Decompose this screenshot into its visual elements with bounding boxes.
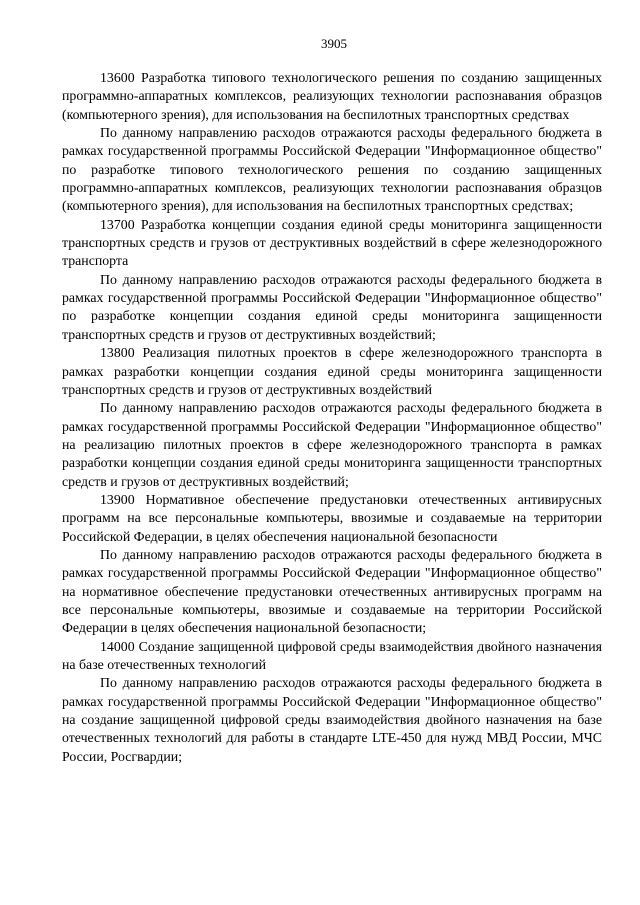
paragraph-13800-heading: 13800 Реализация пилотных проектов в сфере железнодорожного транспорта в рамках разработки концепции создания единой среды мониторинга защищенности транспортных средств и грузов от деструктивных воздействий xyxy=(62,345,602,397)
paragraph-13900-description: По данному направлению расходов отражаются расходы федерального бюджета в рамках государственной программы Российской Федерации "Информационное общество" на нормативное обеспечение предустановки отечественных антивирусных программ на все персональные компьютеры, ввозимые и создаваемые на территории Российской Федерации в целях обеспечения национальной безопасности; xyxy=(62,546,602,636)
paragraph-13600-description: По данному направлению расходов отражаются расходы федерального бюджета в рамках государственной программы Российской Федерации "Информационное общество" по разработке типового технологического решения по созданию защищенных программно-аппаратных комплексов, реализующих технологии распознавания образцов (компьютерного зрения), для использования на беспилотных транспортных средствах; xyxy=(62,125,602,214)
paragraph-13600-heading: 13600 Разработка типового технологического решения по созданию защищенных программно-аппаратных комплексов, реализующих технологии распознавания образцов (компьютерного зрения), для использования на беспилотных транспортных средствах xyxy=(62,70,602,122)
paragraph-14000-heading: 14000 Создание защищенной цифровой среды взаимодействия двойного назначения на базе отечественных технологий xyxy=(62,638,602,672)
paragraph-13900-heading: 13900 Нормативное обеспечение предустановки отечественных антивирусных программ на все персональные компьютеры, ввозимые и создаваемые на территории Российской Федерации, в целях обеспечения национальной безопасности xyxy=(62,491,602,544)
page-number: 3905 xyxy=(321,36,347,51)
document-page xyxy=(62,36,602,766)
paragraph-13700-heading: 13700 Разработка концепции создания единой среды мониторинга защищенности транспортных средств и грузов от деструктивных воздействий в сфере железнодорожного транспорта xyxy=(62,216,602,269)
paragraph-13700-description: По данному направлению расходов отражаются расходы федерального бюджета в рамках государственной программы Российской Федерации "Информационное общество" по разработке концепции создания единой среды мониторинга защищенности транспортных средств и грузов от деструктивных воздействий; xyxy=(62,271,602,342)
paragraph-13800-description: По данному направлению расходов отражаются расходы федерального бюджета в рамках государственной программы Российской Федерации "Информационное общество" на реализацию пилотных проектов в сфере железнодорожного транспорта в рамках разработки концепции создания единой среды мониторинга защищенности транспортных средств и грузов от деструктивных воздействий; xyxy=(62,400,602,489)
paragraph-14000-description: По данному направлению расходов отражаются расходы федерального бюджета в рамках государственной программы Российской Федерации "Информационное общество" на создание защищенной цифровой среды взаимодействия двойного назначения на базе отечественных технологий для работы в стандарте LTE-450 для нужд МВД России, МЧС России, Росгвардии; xyxy=(62,675,602,764)
